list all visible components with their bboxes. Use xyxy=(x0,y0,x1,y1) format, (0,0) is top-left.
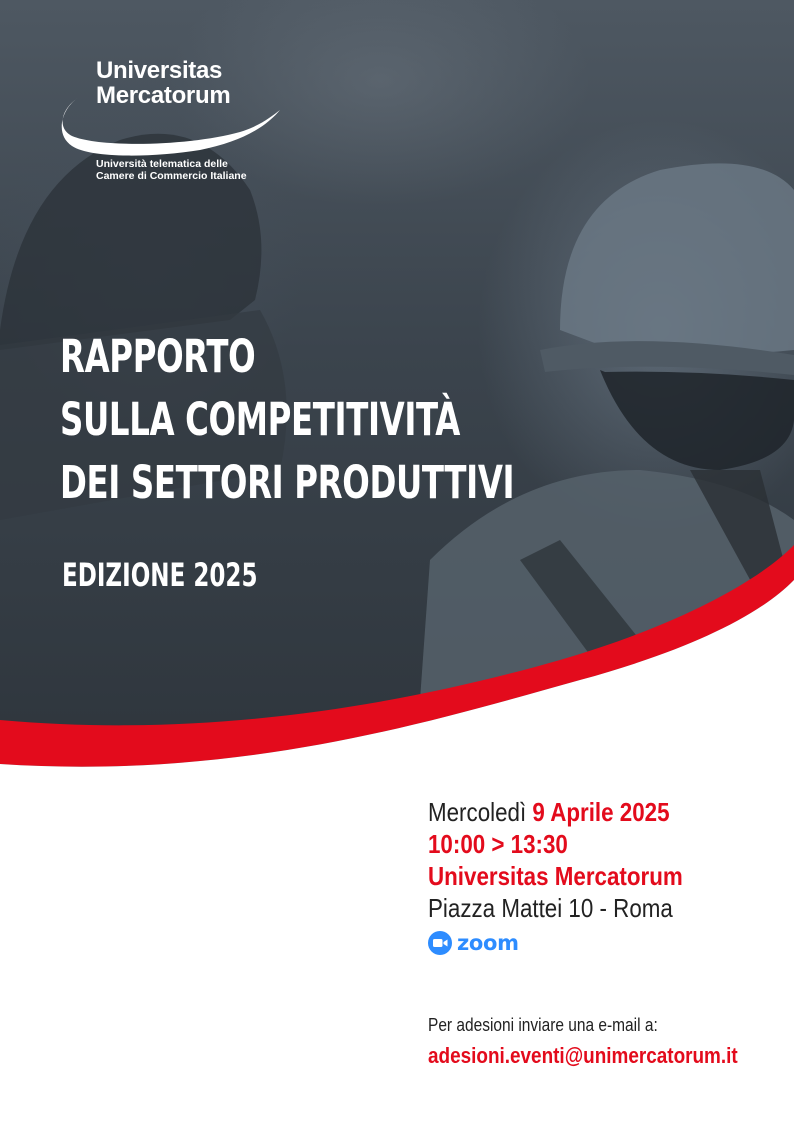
event-venue: Universitas Mercatorum xyxy=(428,861,683,891)
contact-email-link[interactable]: adesioni.eventi@unimercatorum.it xyxy=(428,1043,738,1068)
event-details xyxy=(428,796,788,924)
event-date: 9 Aprile 2025 xyxy=(532,797,670,827)
zoom-camera-icon xyxy=(428,931,452,955)
event-day: Mercoledì xyxy=(428,797,527,827)
logo-tagline-line2: Camere di Commercio Italiane xyxy=(96,170,247,182)
event-date-line xyxy=(428,796,738,828)
zoom-wordmark: zoom xyxy=(457,931,519,955)
report-title xyxy=(60,325,514,514)
title-line1: RAPPORTO xyxy=(60,330,256,383)
title-line2: SULLA COMPETITIVITÀ xyxy=(60,393,461,446)
edition-label: EDIZIONE 2025 xyxy=(62,556,258,594)
contact-label: Per adesioni inviare una e-mail a: xyxy=(428,1015,658,1035)
title-line3: DEI SETTORI PRODUTTIVI xyxy=(60,456,515,509)
zoom-logo xyxy=(428,931,519,955)
contact-section xyxy=(428,1013,788,1071)
event-address: Piazza Mattei 10 - Roma xyxy=(428,893,673,923)
logo-swoosh-icon xyxy=(60,88,290,168)
logo-tagline-line1: Università telematica delle xyxy=(96,158,228,170)
logo-tagline xyxy=(96,158,247,182)
event-time: 10:00 > 13:30 xyxy=(428,829,568,859)
logo-name-line1: Universitas xyxy=(96,57,223,84)
university-logo xyxy=(60,57,290,182)
logo-name-line2: Mercatorum xyxy=(96,82,231,109)
